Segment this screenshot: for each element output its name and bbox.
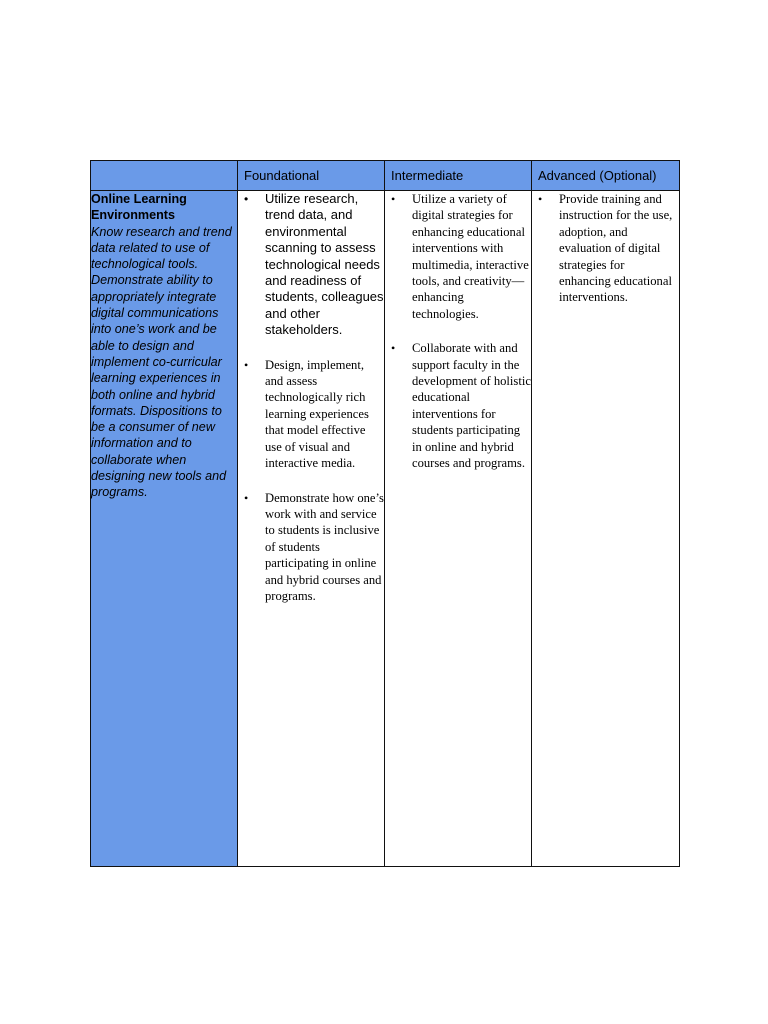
intermediate-list [385, 191, 531, 472]
header-intermediate: Intermediate [385, 161, 532, 191]
bullet-icon: • [391, 341, 396, 356]
foundational-cell [238, 191, 385, 867]
list-item: • Utilize a variety of digital strategies for enhancing educational interventions with multimedia, interactive tools, and creativity—enhancing technologies. [391, 192, 529, 321]
competency-cell [91, 191, 238, 867]
foundational-list [238, 191, 384, 604]
bullet-icon: • [244, 357, 249, 372]
list-item: • Utilize research, trend data, and environmental scanning to assess technological needs and readiness of students, colleagues and other stakeholders. [244, 191, 384, 338]
bullet-icon: • [244, 490, 249, 505]
competency-table [90, 160, 680, 867]
header-foundational: Foundational [238, 161, 385, 191]
list-item: • Collaborate with and support faculty in the development of holistic educational interventions for students participating in online and hybrid courses and programs. [391, 341, 531, 471]
intermediate-cell [385, 191, 532, 867]
header-cell-blank [91, 161, 238, 191]
bullet-icon: • [538, 192, 543, 206]
competency-description: Know research and trend data related to use of technological tools. Demonstrate ability to appropriately integrate digital communications into one’s work and be able to design and implement co-curricular learning experiences in both online and hybrid formats. Dispositions to be a consumer of new information and to collaborate when designing new tools and programs. [91, 224, 232, 500]
advanced-cell [532, 191, 680, 867]
competency-title: Online Learning Environments [91, 192, 187, 223]
header-advanced: Advanced (Optional) [532, 161, 680, 191]
list-item: • Demonstrate how one’s work with and service to students is inclusive of students participating in online and hybrid courses and programs. [244, 490, 384, 603]
bullet-icon: • [391, 192, 396, 206]
advanced-list [532, 191, 679, 306]
list-item: • Provide training and instruction for the use, adoption, and evaluation of digital strategies for enhancing educational interventions. [538, 192, 673, 305]
list-item: • Design, implement, and assess technologically rich learning experiences that model effective use of visual and interactive media. [244, 357, 369, 471]
table-row [91, 191, 680, 867]
bullet-icon: • [244, 192, 249, 206]
table-header-row [91, 161, 680, 191]
